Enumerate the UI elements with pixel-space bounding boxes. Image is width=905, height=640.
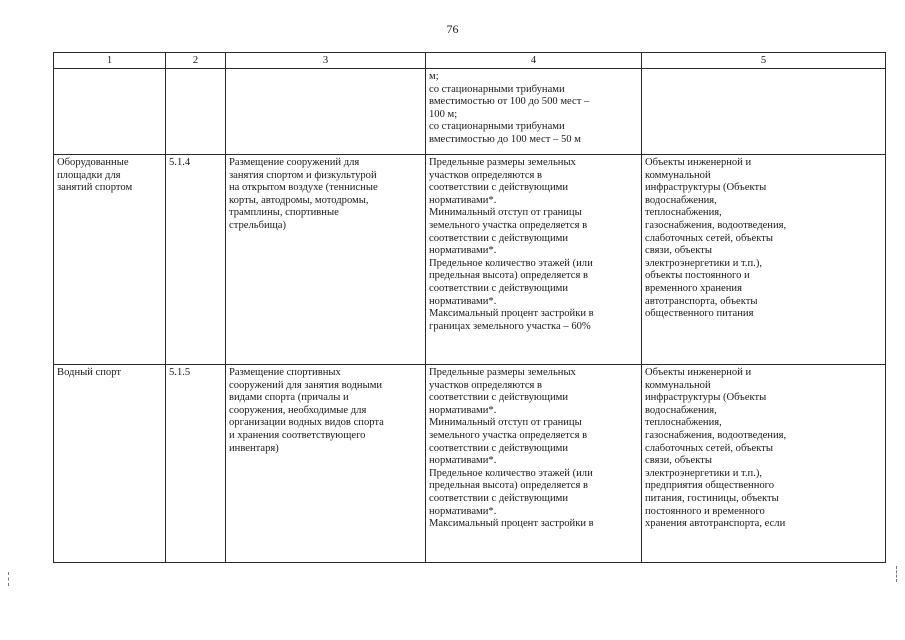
table-row xyxy=(54,69,886,155)
text-line: и хранения соответствующего xyxy=(229,429,366,441)
text-line: нормативами*. xyxy=(429,295,497,307)
scan-edge-mark-left xyxy=(8,572,10,586)
text-line: земельного участка определяется в xyxy=(429,219,588,231)
description-cell xyxy=(226,155,426,365)
column-number-cell: 3 xyxy=(226,53,426,69)
text-line: инфраструктуры (Объекты xyxy=(645,392,767,404)
text-line: предельная высота) определяется в xyxy=(429,270,589,282)
text-line: занятия спортом и физкультурой xyxy=(229,169,377,181)
text-line: нормативами*. xyxy=(429,404,497,416)
text-line: участков определяются в xyxy=(429,379,543,391)
text-line: электроэнергетики и т.п.), xyxy=(645,467,763,479)
text-line: Максимальный процент застройки в xyxy=(429,308,594,320)
text-line: нормативами*. xyxy=(429,245,497,257)
text-line: Размещение сооружений для xyxy=(229,157,360,168)
text-line: Размещение спортивных xyxy=(229,367,341,378)
text-line: инфраструктуры (Объекты xyxy=(645,182,767,194)
text-line: водоснабжения, xyxy=(645,404,717,416)
text-line: соответствии с действующими xyxy=(429,182,569,194)
land-use-name-cell xyxy=(54,69,166,155)
land-use-code-cell: 5.1.5 xyxy=(166,365,226,563)
text-line: Минимальный отступ от границы xyxy=(429,207,582,219)
text-line: слаботочных сетей, объекты xyxy=(645,232,773,244)
land-use-code-cell xyxy=(166,69,226,155)
text-line: инвентаря) xyxy=(229,442,279,454)
land-use-name-cell xyxy=(54,365,166,563)
text-line: сооружения, необходимые для xyxy=(229,404,367,416)
column-number-cell: 2 xyxy=(166,53,226,69)
table-row xyxy=(54,155,886,365)
text-line: соответствии с действующими xyxy=(429,492,569,504)
text-line: газоснабжения, водоотведения, xyxy=(645,219,787,231)
text-line: питания, гостиницы, объекты xyxy=(645,492,779,504)
text-line: занятий спортом xyxy=(57,182,133,194)
parameters-cell xyxy=(426,155,642,365)
text-line: трамплины, спортивные xyxy=(229,207,339,219)
text-line: теплоснабжения, xyxy=(645,207,722,219)
text-line: видами спорта (причалы и xyxy=(229,392,349,404)
text-line: вместимостью до 100 мест – 50 м xyxy=(429,133,581,145)
text-line: земельного участка определяется в xyxy=(429,429,588,441)
text-line: стрельбища) xyxy=(229,219,287,231)
land-use-name-cell xyxy=(54,155,166,365)
text-line: нормативами*. xyxy=(429,455,497,467)
text-line: Предельное количество этажей (или xyxy=(429,257,593,269)
text-line: коммунальной xyxy=(645,169,711,181)
text-line: слаботочных сетей, объекты xyxy=(645,442,773,454)
text-line: участков определяются в xyxy=(429,169,543,181)
permitted-objects-cell xyxy=(642,69,886,155)
text-line: связи, объекты xyxy=(645,245,712,257)
column-number-cell: 5 xyxy=(642,53,886,69)
text-line: сооружений для занятия водными xyxy=(229,379,383,391)
text-line: соответствии с действующими xyxy=(429,282,569,294)
text-line: теплоснабжения, xyxy=(645,417,722,429)
text-line: границах земельного участка – 60% xyxy=(429,320,591,332)
text-line: Водный спорт xyxy=(57,367,122,378)
scan-edge-mark-right xyxy=(896,566,898,582)
description-cell xyxy=(226,69,426,155)
text-line: хранения автотранспорта, если xyxy=(645,518,786,530)
parameters-cell xyxy=(426,69,642,155)
land-use-table xyxy=(53,52,886,563)
permitted-objects-cell xyxy=(642,365,886,563)
text-line: Объекты инженерной и xyxy=(645,157,752,168)
text-line: связи, объекты xyxy=(645,455,712,467)
text-line: Предельные размеры земельных xyxy=(429,367,576,378)
text-line: предприятия общественного xyxy=(645,480,775,492)
text-line: коммунальной xyxy=(645,379,711,391)
text-line: автотранспорта, объекты xyxy=(645,295,758,307)
page-number: 76 xyxy=(446,22,459,36)
text-line: на открытом воздухе (теннисные xyxy=(229,182,378,194)
text-line: соответствии с действующими xyxy=(429,392,569,404)
text-line: электроэнергетики и т.п.), xyxy=(645,257,763,269)
text-line: нормативами*. xyxy=(429,194,497,206)
parameters-cell xyxy=(426,365,642,563)
land-use-code-cell: 5.1.4 xyxy=(166,155,226,365)
text-line: нормативами*. xyxy=(429,505,497,517)
text-line: Предельные размеры земельных xyxy=(429,157,576,168)
text-line: 100 м; xyxy=(429,108,458,120)
text-line: вместимостью от 100 до 500 мест – xyxy=(429,96,590,108)
column-number-cell: 1 xyxy=(54,53,166,69)
text-line: корты, автодромы, мотодромы, xyxy=(229,194,369,206)
text-line: соответствии с действующими xyxy=(429,442,569,454)
column-number-row xyxy=(54,53,886,69)
description-cell xyxy=(226,365,426,563)
table-row xyxy=(54,365,886,563)
text-line: объекты постоянного и xyxy=(645,270,750,282)
text-line: Оборудованные xyxy=(57,157,129,168)
permitted-objects-cell xyxy=(642,155,886,365)
text-line: общественного питания xyxy=(645,308,754,320)
text-line: м; xyxy=(429,71,439,82)
text-line: Объекты инженерной и xyxy=(645,367,752,378)
text-line: Максимальный процент застройки в xyxy=(429,518,594,530)
text-line: площадки для xyxy=(57,169,121,181)
text-line: постоянного и временного xyxy=(645,505,765,517)
text-line: организации водных видов спорта xyxy=(229,417,384,429)
text-line: со стационарными трибунами xyxy=(429,83,565,95)
text-line: временного хранения xyxy=(645,282,742,294)
text-line: водоснабжения, xyxy=(645,194,717,206)
text-line: Предельное количество этажей (или xyxy=(429,467,593,479)
text-line: газоснабжения, водоотведения, xyxy=(645,429,787,441)
text-line: со стационарными трибунами xyxy=(429,121,565,133)
text-line: предельная высота) определяется в xyxy=(429,480,589,492)
text-line: соответствии с действующими xyxy=(429,232,569,244)
text-line: Минимальный отступ от границы xyxy=(429,417,582,429)
column-number-cell: 4 xyxy=(426,53,642,69)
